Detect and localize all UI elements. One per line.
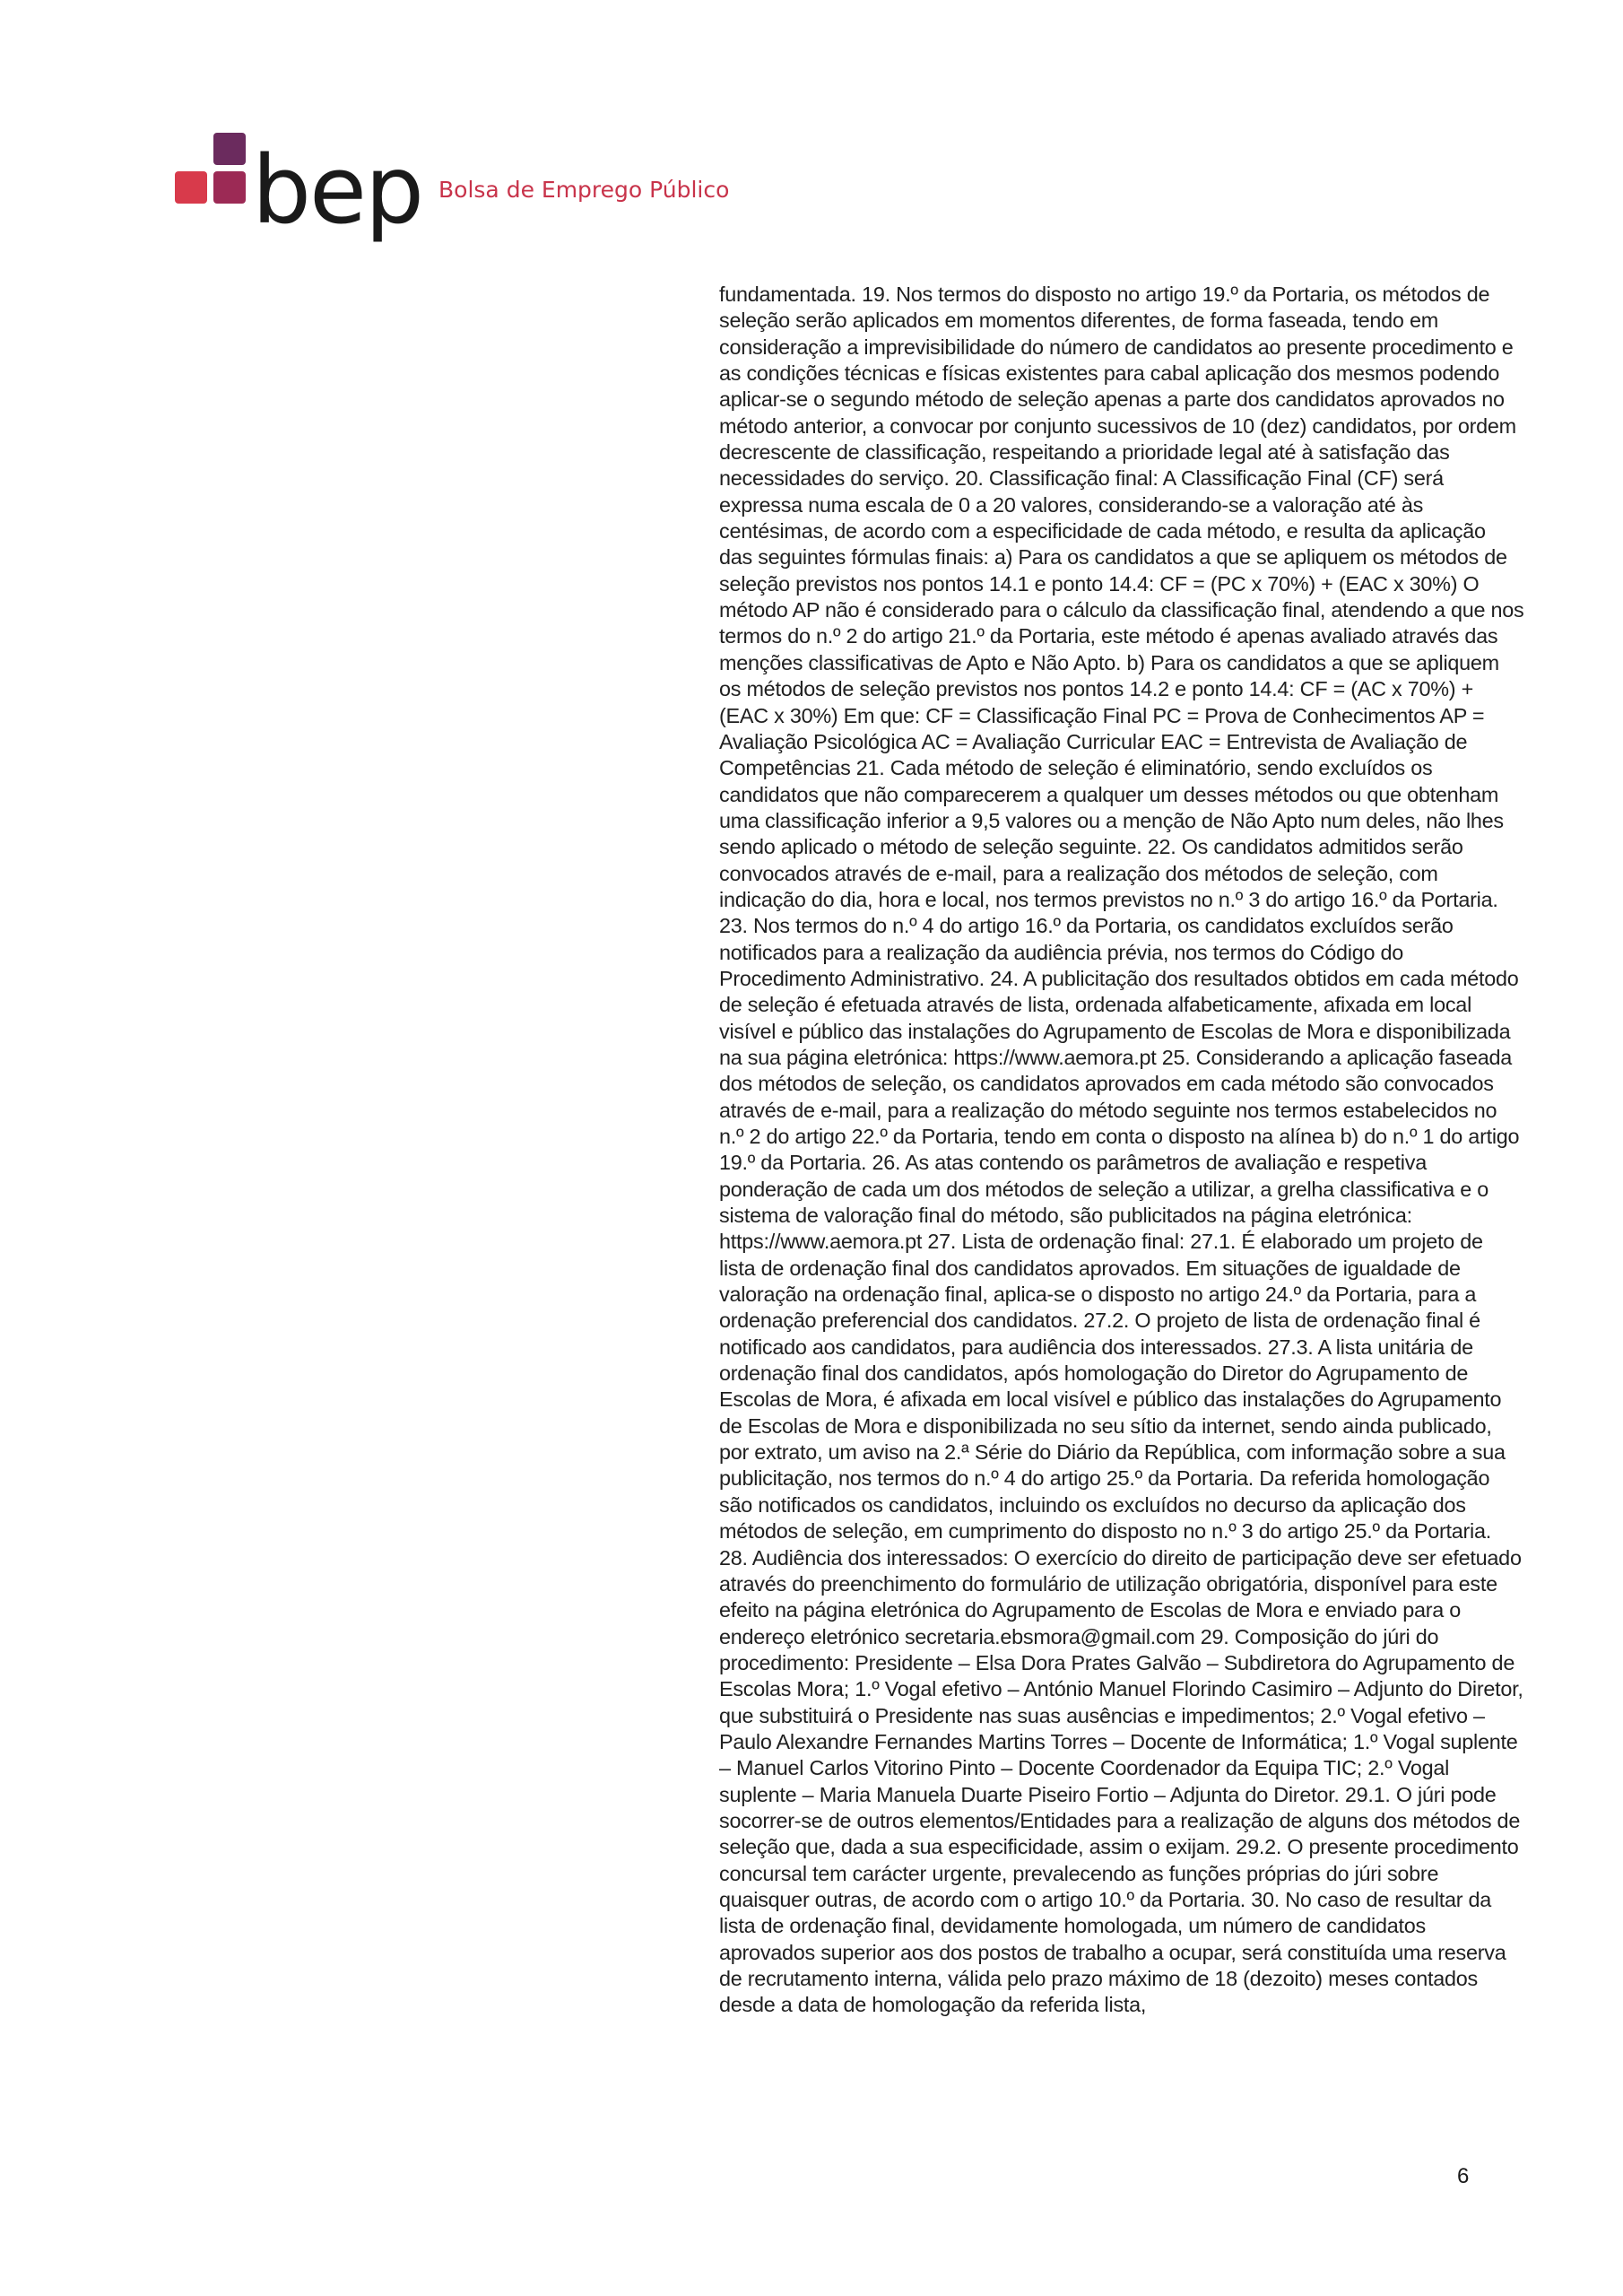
logo-wordmark: bep — [252, 135, 423, 245]
logo-square-top — [213, 133, 246, 165]
logo-subtitle: Bolsa de Emprego Público — [438, 177, 730, 203]
logo-squares-icon — [175, 133, 247, 206]
page-number: 6 — [1457, 2164, 1470, 2188]
bep-logo — [175, 131, 730, 245]
logo-square-bottom-right — [213, 171, 246, 204]
logo-square-bottom-left — [175, 171, 207, 204]
body-paragraph: fundamentada. 19. Nos termos do disposto no artigo 19.º da Portaria, os métodos de seleção serão aplicados em momentos diferentes, de forma faseada, tendo em consideração a imprevisibilidade do número de candidatos ao presente procedimento e as condições técnicas e físicas existentes para cabal aplicação dos mesmos podendo aplicar-se o segundo método de seleção apenas a parte dos candidatos aprovados no método anterior, a convocar por conjunto sucessivos de 10 (dez) candidatos, por ordem decrescente de classificação, respeitando a prioridade legal até à satisfação das necessidades do serviço. 20. Classificação final: A Classificação Final (CF) será expressa numa escala de 0 a 20 valores, considerando-se a valoração até às centésimas, de acordo com a especificidade de cada método, e resulta da aplicação das seguintes fórmulas finais: a) Para os candidatos a que se apliquem os métodos de seleção previstos nos pontos 14.1 e ponto 14.4: CF = (PC x 70%) + (EAC x 30%) O método AP não é considerado para o cálculo da classificação final, atendendo a que nos termos do n.º 2 do artigo 21.º da Portaria, este método é apenas avaliado através das menções classificativas de Apto e Não Apto. b) Para os candidatos a que se apliquem os métodos de seleção previstos nos pontos 14.2 e ponto 14.4: CF = (AC x 70%) + (EAC x 30%) Em que: CF = Classificação Final PC = Prova de Conhecimentos AP = Avaliação Psicológica AC = Avaliação Curricular EAC = Entrevista de Avaliação de Competências 21. Cada método de seleção é eliminatório, sendo excluídos os candidatos que não comparecerem a qualquer um desses métodos ou que obtenham uma classificação inferior a 9,5 valores ou a menção de Não Apto num deles, não lhes sendo aplicado o método de seleção seguinte. 22. Os candidatos admitidos serão convocados através de e-mail, para a realização dos métodos de seleção, com indicação do dia, hora e local, nos termos previstos no n.º 3 do artigo 16.º da Portaria. 23. Nos termos do n.º 4 do artigo 16.º da Portaria, os candidatos excluídos serão notificados para a realização da audiência prévia, nos termos do Código do Procedimento Administrativo. 24. A publicitação dos resultados obtidos em cada método de seleção é efetuada através de lista, ordenada alfabeticamente, afixada em local visível e público das instalações do Agrupamento de Escolas de Mora e disponibilizada na sua página eletrónica: https://www.aemora.pt 25. Considerando a aplicação faseada dos métodos de seleção, os candidatos aprovados em cada método são convocados através de e-mail, para a realização do método seguinte nos termos estabelecidos no n.º 2 do artigo 22.º da Portaria, tendo em conta o disposto na alínea b) do n.º 1 do artigo 19.º da Portaria. 26. As atas contendo os parâmetros de avaliação e respetiva ponderação de cada um dos métodos de seleção a utilizar, a grelha classificativa e o sistema de valoração final do método, são publicitados na página eletrónica: https://www.aemora.pt 27. Lista de ordenação final: 27.1. É elaborado um projeto de lista de ordenação final dos candidatos aprovados. Em situações de igualdade de valoração na ordenação final, aplica-se o disposto no artigo 24.º da Portaria, para a ordenação preferencial dos candidatos. 27.2. O projeto de lista de ordenação final é notificado aos candidatos, para audiência dos interessados. 27.3. A lista unitária de ordenação final dos candidatos, após homologação do Diretor do Agrupamento de Escolas de Mora, é afixada em local visível e público das instalações do Agrupamento de Escolas de Mora e disponibilizada no seu sítio da internet, sendo ainda publicado, por extrato, um aviso na 2.ª Série do Diário da República, com informação sobre a sua publicitação, nos termos do n.º 4 do artigo 25.º da Portaria. Da referida homologação são notificados os candidatos, incluindo os excluídos no decurso da aplicação dos métodos de seleção, em cumprimento do disposto no n.º 3 do artigo 25.º da Portaria. 28. Audiência dos interessados: O exercício do direito de participação deve ser efetuado através do preenchimento do formulário de utilização obrigatória, disponível para este efeito na página eletrónica do Agrupamento de Escolas de Mora e enviado para o endereço eletrónico secretaria.ebsmora@gmail.com 29. Composição do júri do procedimento: Presidente – Elsa Dora Prates Galvão – Subdiretora do Agrupamento de Escolas Mora; 1.º Vogal efetivo – António Manuel Florindo Casimiro – Adjunto do Diretor, que substituirá o Presidente nas suas ausências e impedimentos; 2.º Vogal efetivo – Paulo Alexandre Fernandes Martins Torres – Docente de Informática; 1.º Vogal suplente – Manuel Carlos Vitorino Pinto – Docente Coordenador da Equipa TIC; 2.º Vogal suplente – Maria Manuela Duarte Piseiro Fortio – Adjunta do Diretor. 29.1. O júri pode socorrer-se de outros elementos/Entidades para a realização de alguns dos métodos de seleção que, dada a sua especificidade, assim o exijam. 29.2. O presente procedimento concursal tem carácter urgente, prevalecendo as funções próprias do júri sobre quaisquer outras, de acordo com o artigo 10.º da Portaria. 30. No caso de resultar da lista de ordenação final, devidamente homologada, um número de candidatos aprovados superior aos dos postos de trabalho a ocupar, será constituída uma reserva de recrutamento interna, válida pelo prazo máximo de 18 (dezoito) meses contados desde a data de homologação da referida lista, — [719, 283, 1524, 2017]
